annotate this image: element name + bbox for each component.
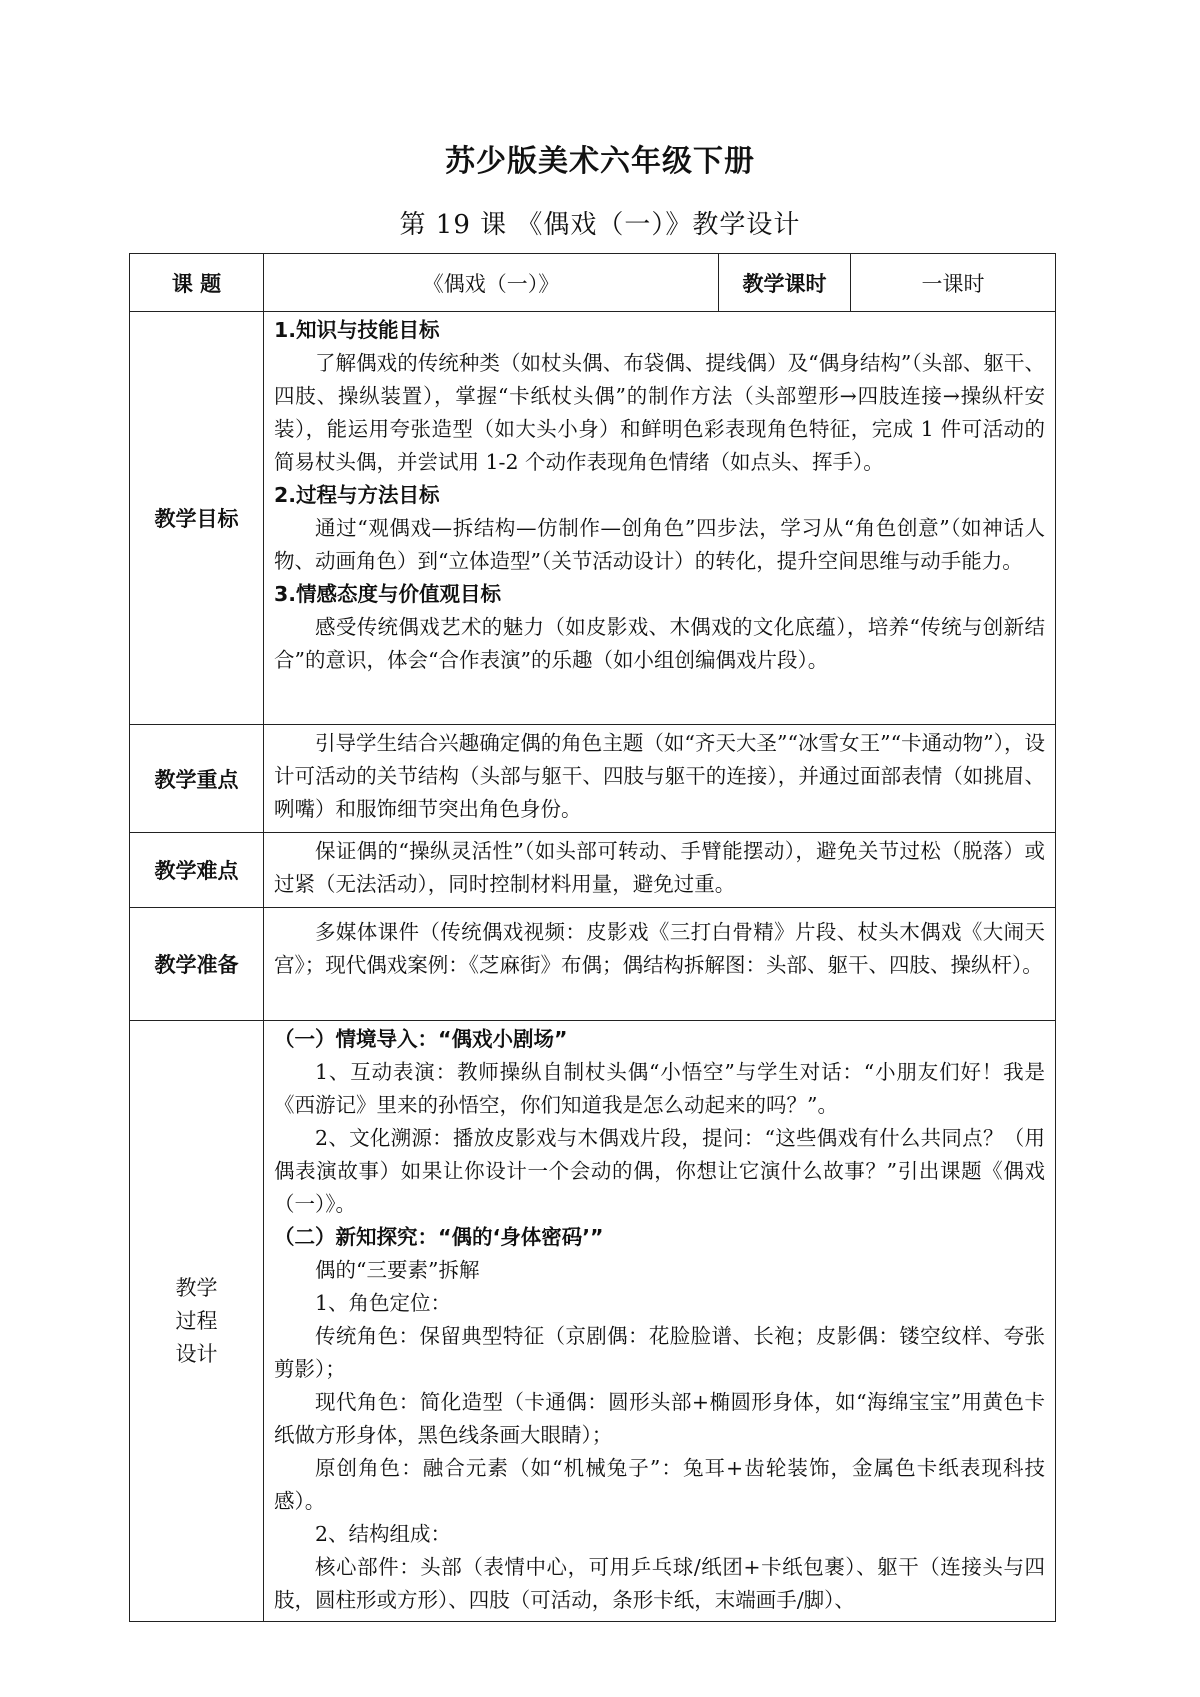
objectives-content bbox=[264, 312, 1056, 725]
topic-label: 课 题 bbox=[130, 254, 264, 312]
document-title: 苏少版美术六年级下册 bbox=[445, 144, 755, 179]
process-label-line-1: 教学 bbox=[175, 1275, 218, 1300]
preparation-text: 多媒体课件（传统偶戏视频：皮影戏《三打白骨精》片段、杖头木偶戏《大闹天宫》；现代偶戏案例：《芝麻街》布偶；偶结构拆解图：头部、躯干、四肢、操纵杆）。 bbox=[274, 920, 1045, 977]
section-2-line-3: 2、结构组成： bbox=[315, 1522, 452, 1546]
objective-heading-process: 2.过程与方法目标 bbox=[274, 483, 440, 507]
key-points-label: 教学重点 bbox=[130, 725, 264, 833]
objective-text-process: 通过“观偶戏—拆结构—仿制作—创角色”四步法，学习从“角色创意”（如神话人物、动画角色）到“立体造型”（关节活动设计）的转化，提升空间思维与动手能力。 bbox=[274, 516, 1045, 573]
difficulties-label: 教学难点 bbox=[130, 833, 264, 908]
topic-value: 《偶戏（一）》 bbox=[264, 254, 719, 312]
objectives-row bbox=[130, 312, 1056, 725]
objectives-label: 教学目标 bbox=[130, 312, 264, 725]
hours-label: 教学课时 bbox=[719, 254, 851, 312]
process-label-line-2: 过程 bbox=[175, 1308, 218, 1333]
section-2-heading: （二）新知探究：“偶的‘身体密码’” bbox=[274, 1225, 604, 1249]
section-2-original: 原创角色：融合元素（如“机械兔子”：兔耳+齿轮装饰，金属色卡纸表现科技感）。 bbox=[274, 1456, 1045, 1513]
process-row bbox=[130, 1021, 1056, 1622]
difficulties-row bbox=[130, 833, 1056, 908]
difficulties-content bbox=[264, 833, 1056, 908]
objective-text-knowledge: 了解偶戏的传统种类（如杖头偶、布袋偶、提线偶）及“偶身结构”（头部、躯干、四肢、操纵装置），掌握“卡纸杖头偶”的制作方法（头部塑形→四肢连接→操纵杆安装），能运用夸张造型（如大头小身）和鲜明色彩表现角色特征，完成 1 件可活动的简易杖头偶，并尝试用 1-2 个动作表现角色情绪（如点头、挥手）。 bbox=[274, 351, 1045, 474]
section-1-paragraph-2: 2、文化溯源：播放皮影戏与木偶戏片段，提问：“这些偶戏有什么共同点？（用偶表演故事）如果让你设计一个会动的偶，你想让它演什么故事？”引出课题《偶戏（一）》。 bbox=[274, 1126, 1045, 1216]
preparation-label: 教学准备 bbox=[130, 908, 264, 1021]
objective-heading-knowledge: 1.知识与技能目标 bbox=[274, 318, 440, 342]
process-label-line-3: 设计 bbox=[175, 1341, 218, 1366]
preparation-row bbox=[130, 908, 1056, 1021]
key-points-text: 引导学生结合兴趣确定偶的角色主题（如“齐天大圣”“冰雪女王”“卡通动物”），设计可活动的关节结构（头部与躯干、四肢与躯干的连接），并通过面部表情（如挑眉、咧嘴）和服饰细节突出角色身份。 bbox=[274, 731, 1045, 821]
topic-row bbox=[130, 254, 1056, 312]
section-2-line-1: 偶的“三要素”拆解 bbox=[315, 1258, 480, 1282]
difficulties-text: 保证偶的“操纵灵活性”（如头部可转动、手臂能摆动），避免关节过松（脱落）或过紧（无法活动），同时控制材料用量，避免过重。 bbox=[274, 839, 1045, 896]
process-label bbox=[130, 1021, 264, 1622]
objective-text-emotion: 感受传统偶戏艺术的魅力（如皮影戏、木偶戏的文化底蕴），培养“传统与创新结合”的意识，体会“合作表演”的乐趣（如小组创编偶戏片段）。 bbox=[274, 615, 1045, 672]
lesson-plan-table bbox=[129, 253, 1056, 1622]
section-2-core-parts: 核心部件：头部（表情中心，可用乒乓球/纸团+卡纸包裹）、躯干（连接头与四肢，圆柱形或方形）、四肢（可活动，条形卡纸，末端画手/脚）、 bbox=[274, 1555, 1045, 1612]
key-points-content bbox=[264, 725, 1056, 833]
section-1-paragraph-1: 1、互动表演：教师操纵自制杖头偶“小悟空”与学生对话：“小朋友们好！我是《西游记》里来的孙悟空，你们知道我是怎么动起来的吗？”。 bbox=[274, 1060, 1045, 1117]
objective-heading-emotion: 3.情感态度与价值观目标 bbox=[274, 582, 502, 606]
section-2-modern: 现代角色：简化造型（卡通偶：圆形头部+椭圆形身体，如“海绵宝宝”用黄色卡纸做方形身体，黑色线条画大眼睛）； bbox=[274, 1390, 1045, 1447]
preparation-content bbox=[264, 908, 1056, 1021]
process-content bbox=[264, 1021, 1056, 1622]
hours-value: 一课时 bbox=[851, 254, 1056, 312]
document-subtitle: 第 19 课 《偶戏（一）》教学设计 bbox=[399, 210, 801, 240]
section-2-line-2: 1、角色定位： bbox=[315, 1291, 452, 1315]
section-2-traditional: 传统角色：保留典型特征（京剧偶：花脸脸谱、长袍；皮影偶：镂空纹样、夸张剪影）； bbox=[274, 1324, 1045, 1381]
key-points-row bbox=[130, 725, 1056, 833]
section-1-heading: （一）情境导入：“偶戏小剧场” bbox=[274, 1027, 568, 1051]
